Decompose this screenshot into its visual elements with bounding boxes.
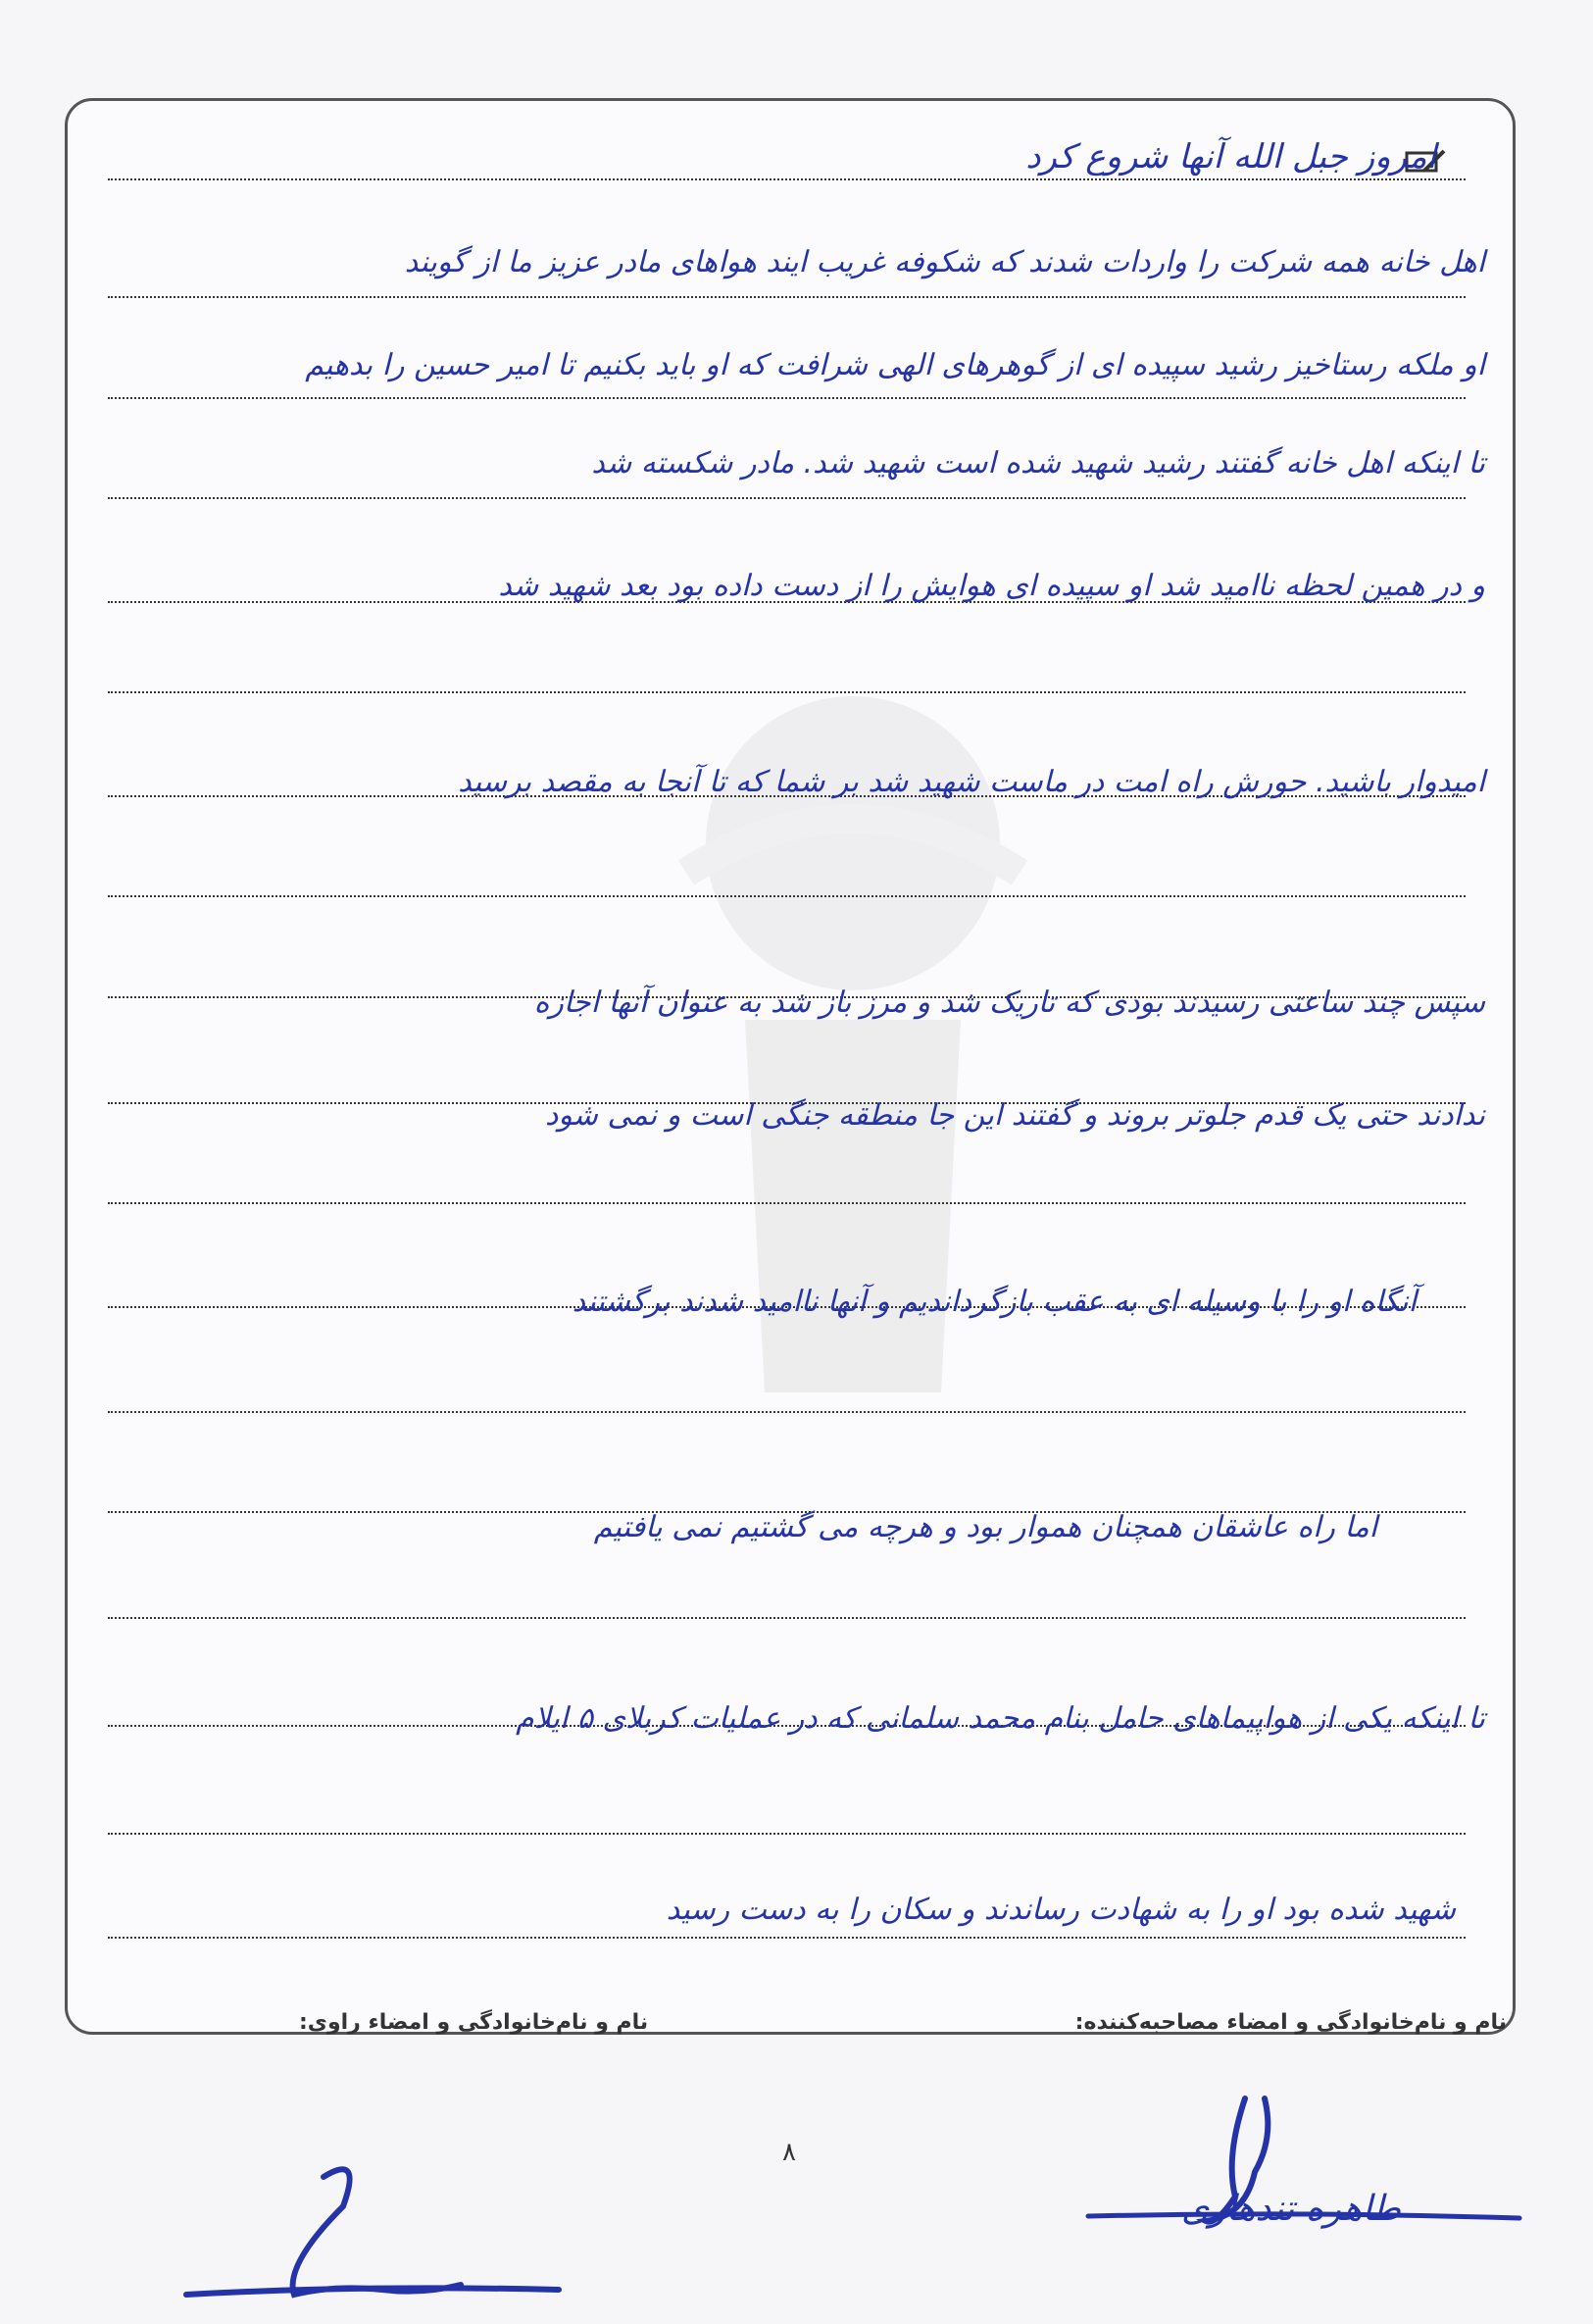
handwritten-line: تا اینکه اهل خانه گفتند رشید شهید شده است شهید شد. مادر شکسته شد	[591, 446, 1485, 480]
ruled-line	[108, 1411, 1466, 1413]
handwritten-line: شهید شده بود او را به شهادت رساندند و سکان را به دست رسید	[666, 1893, 1456, 1927]
ruled-line	[108, 1202, 1466, 1204]
handwritten-line: و در همین لحظه ناامید شد او سپیده ای هوایش را از دست داده بود بعد شهید شد	[498, 569, 1485, 603]
handwritten-line: امروز جبل الله آنها شروع کرد	[1025, 137, 1436, 177]
handwritten-line: او ملکه رستاخیز رشید سپیده ای از گوهرهای الهی شرافت که او باید بکنیم تا امیر حسین را بدهیم	[305, 348, 1485, 382]
handwritten-line: اهل خانه همه شرکت را واردات شدند که شکوفه غریب ایند هواهای مادر عزیز ما از گویند	[404, 245, 1485, 279]
narrator-signature-label: نام و نام‌خانوادگی و امضاء راوی:	[299, 2010, 649, 2035]
handwritten-line: ندادند حتی یک قدم جلوتر بروند و گفتند این جا منطقه جنگی است و نمی شود	[544, 1098, 1485, 1133]
handwritten-line: امیدوار باشید. حورش راه امت در ماست شهید شد بر شما که تا آنجا به مقصد برسید	[458, 765, 1485, 799]
interviewer-signature-name: طاهره تندهاری	[1181, 2189, 1402, 2229]
ruled-line	[108, 296, 1466, 298]
handwritten-line: آنگاه او را با وسیله ای به عقب بازگرداندیم و آنها ناامید شدند برگشتند	[572, 1285, 1417, 1319]
ruled-line	[108, 1937, 1466, 1939]
ruled-line	[108, 1833, 1466, 1835]
ruled-line	[108, 178, 1466, 180]
ruled-line	[108, 895, 1466, 897]
ruled-line	[108, 691, 1466, 693]
interviewer-signature-label: نام و نام‌خانوادگی و امضاء مصاحبه‌کننده:	[1074, 2010, 1507, 2035]
handwritten-line: سپس چند ساعتی رسیدند بودی که تاریک شد و مرز باز شد به عنوان آنها اجازه	[533, 985, 1485, 1020]
ruled-line	[108, 497, 1466, 499]
handwritten-line: تا اینکه یکی از هواپیماهای حامل بنام محمد سلمانی که در عملیات کربلای ۵ ایلام	[516, 1701, 1485, 1736]
ruled-line	[108, 1617, 1466, 1619]
handwritten-line: اما راه عاشقان همچنان هموار بود و هرچه می گشتیم نمی یافتیم	[593, 1510, 1377, 1544]
narrator-signature	[167, 2147, 578, 2314]
ruled-line	[108, 397, 1466, 399]
page-number: ۸	[782, 2138, 796, 2167]
